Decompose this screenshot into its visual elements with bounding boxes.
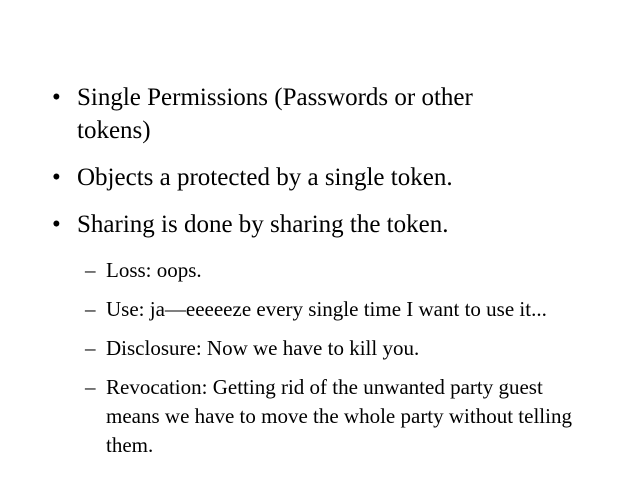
sub-bullet-marker: –: [85, 336, 96, 360]
bullet-text: Sharing is done by sharing the token.: [77, 211, 449, 238]
sub-bullet-text: Use: ja—eeeeeze every single time I want to use it...: [106, 297, 547, 321]
bullet-list: [52, 81, 552, 255]
bullet-text: Objects a protected by a single token.: [77, 164, 453, 191]
bullet-marker: •: [52, 84, 61, 111]
sub-bullet-text: Revocation: Getting rid of the unwanted party guest means we have to move the whole party without telling them.: [106, 375, 572, 457]
bullet-marker: •: [52, 164, 61, 191]
bullet-item: [52, 81, 552, 147]
sub-bullet-item: [85, 373, 585, 460]
bullet-marker: •: [52, 211, 61, 238]
sub-bullet-item: [85, 334, 585, 363]
sub-bullet-text: Loss: oops.: [106, 258, 202, 282]
sub-bullet-marker: –: [85, 375, 96, 399]
sub-bullet-marker: –: [85, 258, 96, 282]
sub-bullet-item: [85, 256, 585, 285]
bullet-item: [52, 161, 552, 194]
sub-bullet-item: [85, 295, 585, 324]
bullet-text: Single Permissions (Passwords or other tokens): [77, 84, 473, 144]
bullet-item: [52, 208, 552, 241]
sub-bullet-list: [85, 256, 585, 470]
sub-bullet-text: Disclosure: Now we have to kill you.: [106, 336, 420, 360]
sub-bullet-marker: –: [85, 297, 96, 321]
